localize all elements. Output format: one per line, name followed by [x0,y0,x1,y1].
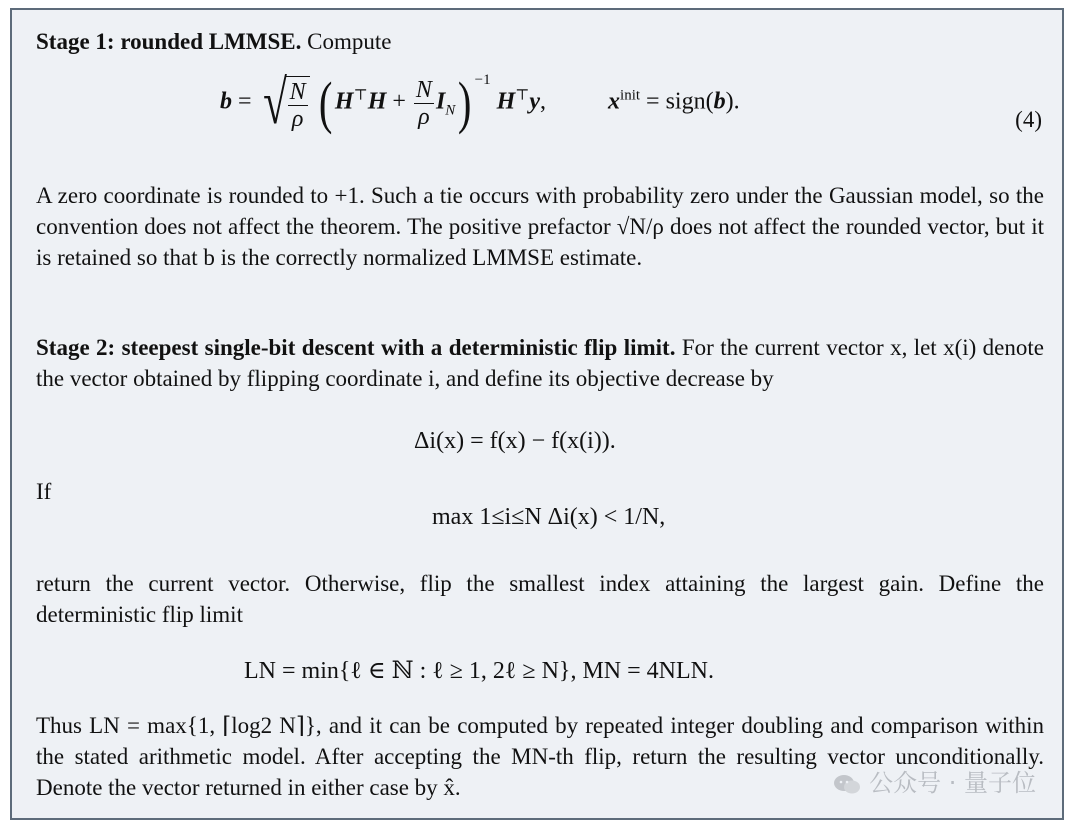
stage2-intro: For the current vector x, let x(i) denote the vector obtained by flipping coordinate i, and define its objective decrease by [36,335,1044,391]
condition-equation [432,504,665,531]
limit-equation [244,656,714,685]
equation-number: (4) [1015,107,1042,132]
algorithm-box [10,8,1064,820]
watermark [833,763,1036,798]
limit-equation-text: LN = min{ℓ ∈ ℕ : ℓ ≥ 1, 2ℓ ≥ N}, MN = 4NLN. [244,658,714,684]
equation-4: b = √ $\frac{N}{\rho}$ ( H⊤H + $\frac{N}{\rho}$ $I_N$) $^{-1}$ H⊤y, $x^{init}$ = sign(b). [220,69,740,137]
delta-equation-text: Δi(x) = f(x) − f(x(i)). [414,428,616,454]
stage2-intro-block [36,332,1044,394]
if-word: If [36,479,52,504]
stage2-rule-paragraph: return the current vector. Otherwise, flip the smallest index attaining the largest gain. Define the deterministic flip limit [36,571,1044,627]
stage1-line [36,26,1044,57]
watermark-text: 公众号 · 量子位 [869,769,1036,797]
wechat-icon [833,773,861,795]
delta-equation [414,428,616,455]
stage1-lead: Compute [301,29,392,54]
closing-paragraph: Thus LN = max{1, ⌈log2 N⌉}, and it can be computed by repeated integer doubling and comparison within the stated arithmetic model. After accepting the MN-th flip, return the resulting vector unconditionally. Denote the vector returned in either case by x̂. [36,713,1044,800]
stage1-paragraph: A zero coordinate is rounded to +1. Such a tie occurs with probability zero under the Gaussian model, so the convention does not affect the theorem. The positive prefactor √N/ρ does not affect the rounded vector, but it is retained so that b is the correctly normalized LMMSE estimate. [36,183,1044,270]
stage2-heading: Stage 2: steepest single-bit descent with a deterministic flip limit. [36,335,676,360]
condition-equation-text: max 1≤i≤N Δi(x) < 1/N, [432,504,666,530]
stage1-heading: Stage 1: rounded LMMSE. [36,29,302,54]
